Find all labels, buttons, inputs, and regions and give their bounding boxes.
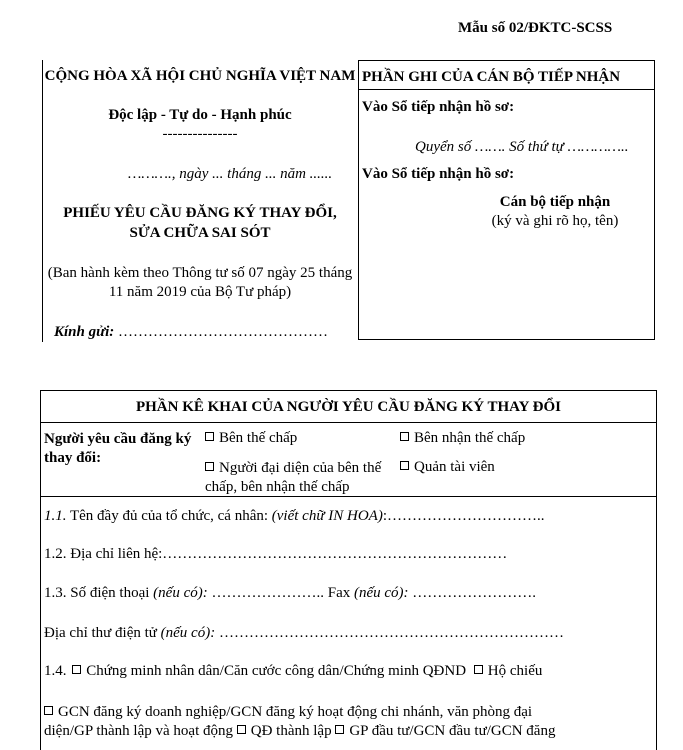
field-1-1-label: Tên đầy đủ của tổ chức, cá nhân: xyxy=(66,508,272,524)
addressee-line xyxy=(54,324,328,341)
form-title-line1: PHIẾU YÊU CẦU ĐĂNG KÝ THAY ĐỔI, xyxy=(63,205,337,221)
receiver-entry2: Vào Sổ tiếp nhận hồ sơ: xyxy=(362,166,515,182)
email-dots: …………………………………………………………… xyxy=(215,625,564,641)
gcn-line-1-text: GCN đăng ký doanh nghiệp/GCN đăng ký hoạt động chi nhánh, văn phòng đại xyxy=(58,704,533,720)
field-email[interactable] xyxy=(44,625,564,642)
declaration-title-divider xyxy=(40,422,657,423)
republic-heading: CỘNG HÒA XÃ HỘI CHỦ NGHĨA VIỆT NAM xyxy=(44,68,356,84)
field-1-4 xyxy=(44,663,542,680)
field-1-3-hint: (nếu có): xyxy=(153,585,208,601)
field-1-4-number: 1.4. xyxy=(44,663,67,679)
option-administrator[interactable] xyxy=(400,459,495,476)
administrator-checkbox[interactable] xyxy=(400,461,409,470)
gcn-line-1 xyxy=(44,704,532,721)
field-1-3[interactable] xyxy=(44,585,536,602)
gcn-line-2-b: QĐ thành lập xyxy=(250,723,332,739)
decision-checkbox[interactable] xyxy=(237,725,246,734)
investment-checkbox[interactable] xyxy=(335,725,344,734)
passport-checkbox[interactable] xyxy=(474,665,483,674)
gcn-checkbox[interactable] xyxy=(44,706,53,715)
header-left-border xyxy=(42,60,43,342)
requester-label: Người yêu cầu đăng ký thay đổi: xyxy=(44,431,192,466)
field-1-2[interactable]: 1.2. Địa chỉ liên hệ:…………………………………………………………… xyxy=(44,546,508,562)
option-mortgagee-label: Bên nhận thế chấp xyxy=(414,430,526,446)
form-title-line2: SỬA CHỮA SAI SÓT xyxy=(129,225,271,241)
representative-checkbox[interactable] xyxy=(205,462,214,471)
option-representative-label: Người đại diện của bên thế chấp, bên nhận thế chấp xyxy=(205,460,382,495)
mortgagee-checkbox[interactable] xyxy=(400,432,409,441)
issued-note: (Ban hành kèm theo Thông tư số 07 ngày 25 tháng 11 năm 2019 của Bộ Tư pháp) xyxy=(47,265,353,300)
gcn-line-2-a: diện/GP thành lập và hoạt động xyxy=(44,723,233,739)
receiver-title: PHẦN GHI CỦA CÁN BỘ TIẾP NHẬN xyxy=(362,69,621,85)
field-1-1-hint: (viết chữ IN HOA) xyxy=(271,508,383,524)
field-1-1[interactable] xyxy=(44,508,545,525)
id-card-label: Chứng minh nhân dân/Căn cước công dân/Chứng minh QĐND xyxy=(86,663,467,679)
email-prefix: Địa chỉ thư điện tử xyxy=(44,625,161,641)
id-card-checkbox[interactable] xyxy=(72,665,81,674)
receiver-entry1: Vào Sổ tiếp nhận hồ sơ: xyxy=(362,99,515,115)
motto-divider: --------------- xyxy=(162,126,238,142)
field-1-3-mid: ………………….. Fax xyxy=(207,585,354,601)
motto: Độc lập - Tự do - Hạnh phúc xyxy=(108,107,292,123)
field-1-3-prefix: 1.3. Số điện thoại xyxy=(44,585,154,601)
addressee-dots: …………………………………… xyxy=(114,324,329,340)
mortgagor-checkbox[interactable] xyxy=(205,432,214,441)
field-1-3-end: ……………………. xyxy=(408,585,537,601)
field-1-1-dots: :………………………….. xyxy=(382,508,545,524)
receiver-book-line: Quyển số ……. Số thứ tự ………….. xyxy=(415,139,629,155)
email-hint: (nếu có): xyxy=(160,625,216,641)
addressee-label: Kính gửi: xyxy=(54,324,115,340)
gcn-line-2-c: GP đầu tư/GCN đầu tư/GCN đăng xyxy=(349,723,556,739)
declaration-title: PHẦN KÊ KHAI CỦA NGƯỜI YÊU CẦU ĐĂNG KÝ THAY ĐỔI xyxy=(135,399,562,415)
option-representative[interactable] xyxy=(205,459,395,497)
officer-title: Cán bộ tiếp nhận xyxy=(499,194,611,210)
field-1-1-number: 1.1. xyxy=(44,508,67,524)
field-1-3-hint2: (nếu có): xyxy=(353,585,409,601)
option-mortgagor[interactable] xyxy=(205,430,297,447)
passport-label: Hộ chiếu xyxy=(487,663,543,679)
requester-row-divider xyxy=(40,496,657,497)
option-mortgagor-label: Bên thế chấp xyxy=(219,430,298,446)
form-code: Mẫu số 02/ĐKTC-SCSS xyxy=(458,20,613,36)
option-administrator-label: Quản tài viên xyxy=(414,459,495,475)
option-mortgagee[interactable] xyxy=(400,430,525,447)
receiver-title-divider xyxy=(358,89,655,90)
officer-note: (ký và ghi rõ họ, tên) xyxy=(491,213,619,229)
date-line: ………., ngày ... tháng ... năm ...... xyxy=(128,166,333,182)
gcn-line-2 xyxy=(44,723,555,740)
